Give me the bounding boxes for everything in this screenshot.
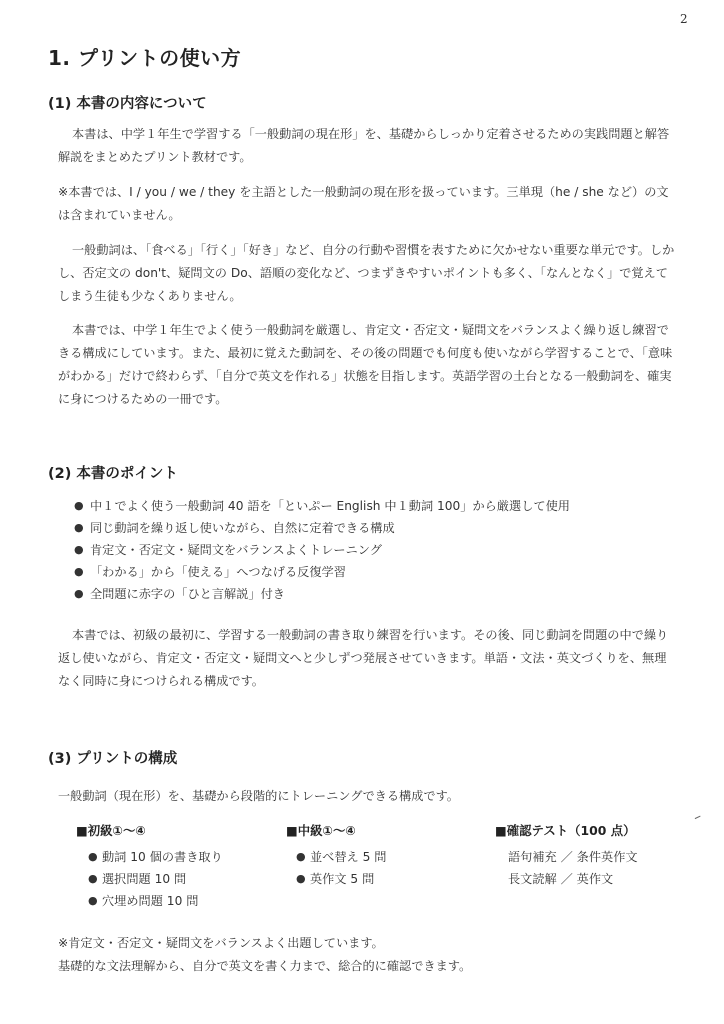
section1-paragraph-1: 本書は、中学１年生で学習する「一般動詞の現在形」を、基礎からしっかり定着させるための実践問題と解答解説をまとめたプリント教材です。 [58, 127, 670, 164]
structure-note-1: ※肯定文・否定文・疑問文をバランスよく出題しています。 [58, 936, 384, 950]
list-item: ● 英作文 5 問 [296, 868, 386, 890]
list-item: ● 同じ動詞を繰り返し使いながら、自然に定着できる構成 [74, 517, 570, 539]
section-heading-content: (1) 本書の内容について [48, 96, 207, 112]
points-list [74, 495, 570, 605]
page-title: 1. プリントの使い方 [48, 46, 242, 70]
structure-note-2: 基礎的な文法理解から、自分で英文を書く力まで、総合的に確認できます。 [58, 959, 472, 973]
structure-intro: 一般動詞（現在形）を、基礎から段階的にトレーニングできる構成です。 [58, 789, 459, 803]
list-item: ● 「わかる」から「使える」へつなげる反復学習 [74, 561, 570, 583]
stray-mark [693, 813, 700, 819]
section-heading-structure: (3) プリントの構成 [48, 751, 178, 767]
beginner-list [88, 846, 223, 912]
section1-note: ※本書では、I / you / we / they を主語とした一般動詞の現在形を扱っています。三単現（he / she など）の文は含まれていません。 [58, 185, 669, 222]
test-heading: ■確認テスト（100 点） [495, 823, 636, 838]
list-item: ● 全問題に赤字の「ひと言解説」付き [74, 583, 570, 605]
list-item: ● 選択問題 10 問 [88, 868, 223, 890]
list-item: ● 肯定文・否定文・疑問文をバランスよくトレーニング [74, 539, 570, 561]
list-item: 語句補充 ／ 条件英作文 [508, 850, 638, 864]
test-list [508, 846, 638, 890]
section-heading-points: (2) 本書のポイント [48, 466, 178, 482]
intermediate-list [296, 846, 386, 890]
section1-paragraph-3: 本書では、中学１年生でよく使う一般動詞を厳選し、肯定文・否定文・疑問文をバランスよく繰り返し練習できる構成にしています。また、最初に覚えた動詞を、その後の問題でも何度も使いながら学習することで、「意味がわかる」だけで終わらず、「自分で英文を作れる」状態を目指します。英語学習の土台となる一般動詞を、確実に身につけるための一冊です。 [58, 323, 673, 406]
list-item: 長文読解 ／ 英作文 [508, 872, 614, 886]
list-item: ● 並べ替え 5 問 [296, 846, 386, 868]
list-item: ● 中１でよく使う一般動詞 40 語を「といぷー English 中１動詞 100」から厳選して使用 [74, 495, 570, 517]
beginner-heading: ■初級①～④ [76, 823, 146, 838]
intermediate-heading: ■中級①～④ [286, 823, 356, 838]
section2-paragraph: 本書では、初級の最初に、学習する一般動詞の書き取り練習を行います。その後、同じ動詞を問題の中で繰り返し使いながら、肯定文・否定文・疑問文へと少しずつ発展させていきます。単語・文法・英文づくりを、無理なく同時に身につけられる構成です。 [58, 628, 669, 688]
list-item: ● 動詞 10 個の書き取り [88, 846, 223, 868]
section1-paragraph-2: 一般動詞は、「食べる」「行く」「好き」など、自分の行動や習慣を表すために欠かせない重要な単元です。しかし、否定文の don't、疑問文の Do、語順の変化など、つまずきやすいポイントも多く、「なんとなく」で覚えてしまう生徒も少なくありません。 [58, 243, 675, 303]
page-number: 2 [680, 12, 688, 26]
list-item: ● 穴埋め問題 10 問 [88, 890, 223, 912]
